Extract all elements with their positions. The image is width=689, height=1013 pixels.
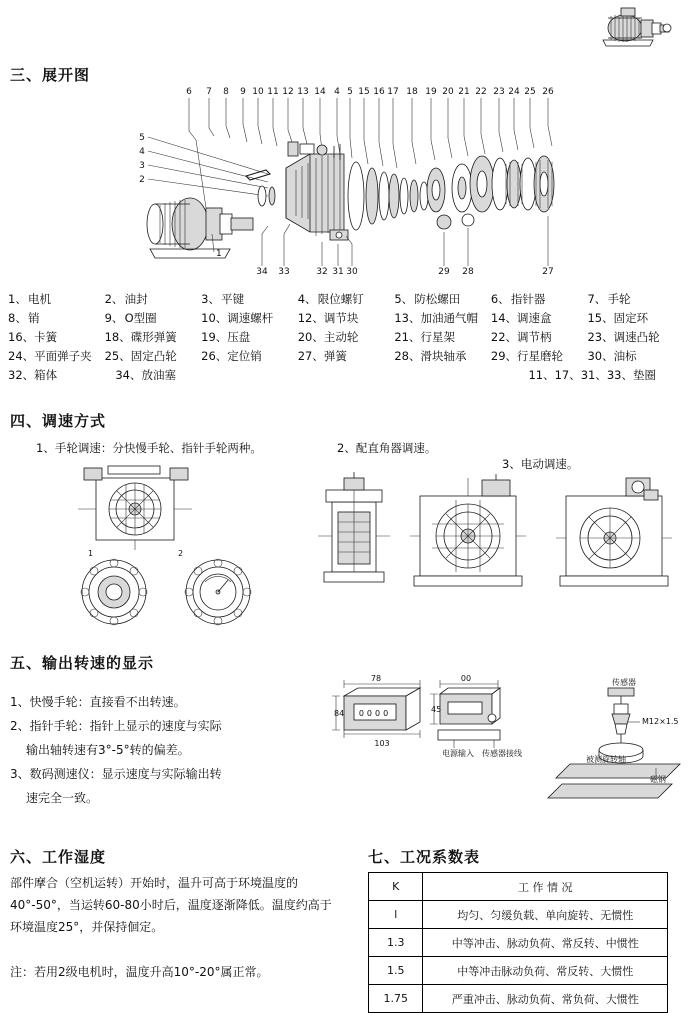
- cell-k: 1.5: [369, 957, 423, 985]
- svg-text:5: 5: [139, 133, 145, 143]
- cell-k: 1.75: [369, 985, 423, 1013]
- dim-00: 00: [460, 674, 472, 683]
- speed-method-1-label: 1、手轮调速：分快慢手轮、指针手轮两种。: [36, 441, 262, 455]
- svg-text:4: 4: [139, 147, 145, 157]
- legend-cell: 9、O型圈: [104, 311, 157, 325]
- svg-text:21: 21: [458, 87, 470, 97]
- legend-cell: 15、固定环: [587, 311, 649, 325]
- svg-text:4: 4: [334, 87, 340, 97]
- svg-text:2: 2: [139, 175, 145, 185]
- svg-text:9: 9: [240, 87, 246, 97]
- legend-cell: 5、防松螺田: [394, 292, 461, 306]
- legend-cell: 18、碟形弹簧: [104, 330, 177, 344]
- table-row: [369, 901, 668, 929]
- legend-cell: 25、固定凸轮: [104, 349, 177, 363]
- tachometer-diagram: [330, 672, 689, 812]
- working-condition-table: [368, 872, 668, 1013]
- table-header-row: [369, 873, 668, 901]
- cell-k: l: [369, 901, 423, 929]
- legend-cell: 4、限位螺钉: [297, 292, 364, 306]
- legend-cell: 34、放油塞: [115, 368, 176, 382]
- legend-cell: 21、行星架: [394, 330, 455, 344]
- svg-text:2: 2: [178, 549, 184, 558]
- legend-cell: 16、卡簧: [8, 330, 58, 344]
- cell-k: 1.3: [369, 929, 423, 957]
- section-3-title: 三、展开图: [10, 66, 91, 84]
- sensor-wiring-label: 传感器接线: [482, 749, 522, 758]
- legend-cell: 14、调速盒: [490, 311, 552, 325]
- legend-row: [8, 328, 684, 347]
- s5-item: 1、快慢手轮：直接看不出转速。: [10, 695, 186, 709]
- exploded-view-diagram: [0, 84, 689, 284]
- section-5-title: 五、输出转速的显示: [10, 654, 155, 672]
- legend-cell: 1、电机: [8, 292, 51, 306]
- legend-cell: 12、调节块: [297, 311, 359, 325]
- svg-text:29: 29: [438, 267, 450, 277]
- legend-row: [8, 290, 684, 309]
- svg-text:31: 31: [332, 267, 344, 277]
- dim-45: 45: [431, 705, 442, 714]
- legend-cell: 19、压盘: [201, 330, 251, 344]
- legend-cell: 2、油封: [104, 292, 148, 306]
- magnet-label: 磁钢: [650, 775, 666, 784]
- svg-text:1: 1: [216, 249, 222, 259]
- legend-cell: 26、定位销: [201, 349, 262, 363]
- svg-text:11: 11: [267, 87, 279, 97]
- legend-cell: 27、弹簧: [297, 349, 347, 363]
- legend-cell: 13、加油通气帽: [394, 311, 478, 325]
- section-6-title: 六、工作湿度: [10, 848, 107, 866]
- svg-text:17: 17: [387, 87, 399, 97]
- dim-78: 78: [370, 674, 382, 683]
- legend-cell: 3、平键: [201, 292, 245, 306]
- legend-cell: 30、油标: [587, 349, 637, 363]
- section-6-note: 注：若用2级电机时，温度升高10°-20°属正常。: [10, 965, 269, 979]
- section-4-title: 四、调速方式: [10, 412, 107, 430]
- svg-text:1: 1: [88, 549, 94, 558]
- svg-text:10: 10: [252, 87, 264, 97]
- s5-item: 2、指针手轮：指针上显示的速度与实际: [10, 719, 222, 733]
- svg-text:16: 16: [373, 87, 385, 97]
- cell-condition: 中等冲击脉动负荷、常反转、大惯性: [423, 957, 668, 985]
- svg-text:19: 19: [425, 87, 437, 97]
- cell-condition: 均匀、匀缓负载、单向旋转、无惯性: [423, 901, 668, 929]
- svg-text:30: 30: [346, 267, 358, 277]
- svg-text:26: 26: [542, 87, 554, 97]
- power-input-label: 电源输入: [442, 749, 474, 758]
- svg-text:20: 20: [442, 87, 454, 97]
- svg-text:14: 14: [314, 87, 326, 97]
- dim-103: 103: [374, 739, 390, 748]
- table-row: [369, 957, 668, 985]
- legend-cell: 8、销: [8, 311, 40, 325]
- svg-text:15: 15: [358, 87, 370, 97]
- section-5-list: [10, 690, 330, 810]
- legend-cell: 29、行星磨轮: [490, 349, 564, 363]
- svg-text:6: 6: [186, 87, 192, 97]
- speed-control-diagrams: [0, 462, 689, 642]
- section-7-title: 七、工况系数表: [368, 848, 481, 866]
- svg-text:3: 3: [139, 161, 145, 171]
- svg-text:7: 7: [206, 87, 212, 97]
- rotating-shaft-label: 被测旋转轴: [586, 755, 626, 764]
- svg-text:27: 27: [542, 267, 554, 277]
- cell-condition: 严重冲击、脉动负荷、常负荷、大惯性: [423, 985, 668, 1013]
- svg-text:23: 23: [493, 87, 505, 97]
- s5-item: 速完全一致。: [26, 791, 99, 805]
- header-condition: 工 作 情 况: [423, 873, 668, 901]
- thread-label: M12×1.5: [642, 717, 679, 726]
- table-row: [369, 929, 668, 957]
- svg-text:5: 5: [347, 87, 353, 97]
- svg-text:28: 28: [462, 267, 474, 277]
- svg-text:25: 25: [524, 87, 536, 97]
- svg-text:22: 22: [475, 87, 487, 97]
- legend-row: [8, 366, 684, 385]
- legend-washers: 11、17、31、33、垫圈: [528, 368, 656, 382]
- header-k: K: [369, 873, 423, 901]
- legend-cell: 24、平面弹子夹: [8, 349, 92, 363]
- cell-condition: 中等冲击、脉动负荷、常反转、中惯性: [423, 929, 668, 957]
- svg-text:12: 12: [282, 87, 294, 97]
- legend-row: [8, 347, 684, 366]
- legend-row: [8, 309, 684, 328]
- legend-cell: 23、调速凸轮: [587, 330, 660, 344]
- legend-cell: 32、箱体: [8, 368, 58, 382]
- svg-text:34: 34: [256, 267, 268, 277]
- s5-item: 3、数码测速仪：显示速度与实际输出转: [10, 767, 222, 781]
- parts-legend: [8, 290, 684, 385]
- s5-item: 输出轴转速有3°-5°转的偏差。: [26, 743, 190, 757]
- svg-text:8: 8: [223, 87, 229, 97]
- legend-cell: 6、指针器: [490, 292, 546, 306]
- sensor-label: 传感器: [612, 678, 636, 687]
- section-6-body: 部件摩合（空机运转）开始时，温升可高于环境温度的40°-50°，当运转60-80小时后，温度逐渐降低。温度约高于环境温度25°，并保持佪定。: [10, 876, 332, 934]
- dim-84: 84: [334, 709, 345, 718]
- svg-text:32: 32: [316, 267, 328, 277]
- legend-cell: 28、滑块轴承: [394, 349, 467, 363]
- table-row: [369, 985, 668, 1013]
- legend-cell: 22、调节柄: [490, 330, 552, 344]
- svg-text:13: 13: [297, 87, 309, 97]
- svg-text:24: 24: [508, 87, 520, 97]
- motor-illustration: [595, 6, 675, 52]
- speed-method-3-label: 3、电动调速。: [502, 457, 579, 471]
- speed-method-2-label: 2、配直角器调速。: [337, 441, 437, 455]
- legend-cell: 10、调速螺杆: [201, 311, 274, 325]
- svg-text:33: 33: [278, 267, 290, 277]
- legend-cell: 7、手轮: [587, 292, 631, 306]
- meter-digits: 0000: [358, 709, 392, 718]
- svg-text:18: 18: [406, 87, 418, 97]
- legend-cell: 20、主动轮: [297, 330, 359, 344]
